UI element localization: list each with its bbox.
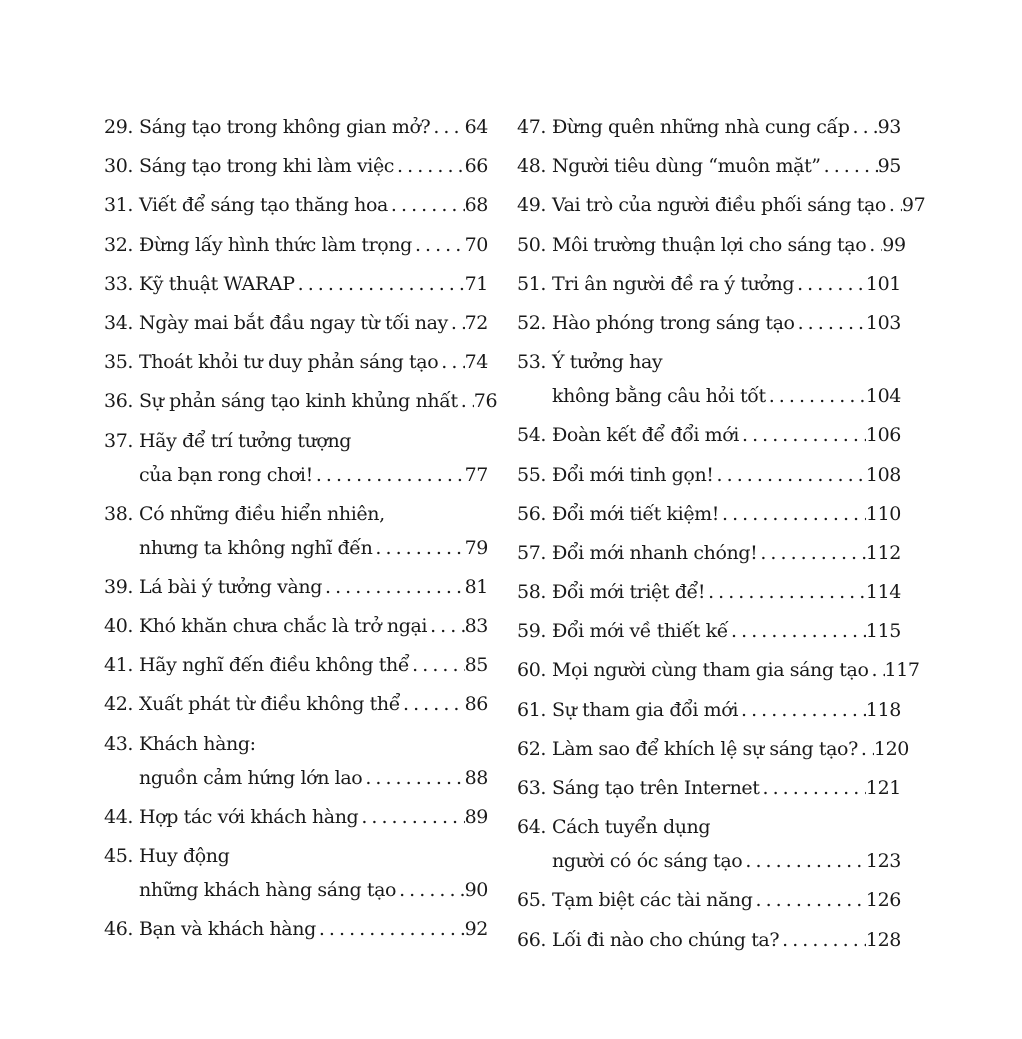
toc-entry-page: 79 (464, 536, 488, 559)
toc-entry-title: những khách hàng sáng tạo (139, 879, 397, 901)
toc-entry-title: Người tiêu dùng “muôn mặt” (552, 155, 821, 178)
toc-entry-title: Môi trường thuận lợi cho sáng tạo (552, 233, 867, 256)
toc-entry-number: 57. (517, 541, 547, 564)
toc-entry-number: 66. (517, 928, 547, 951)
toc-entry-page: 83 (464, 615, 488, 638)
toc-column-right (517, 110, 926, 962)
dot-leader (409, 648, 464, 682)
dot-leader (739, 418, 866, 452)
toc-entry-page: 120 (873, 737, 909, 760)
toc-entry (104, 687, 488, 721)
toc-entry-title: Lối đi nào cho chúng ta? (552, 928, 780, 951)
toc-entry-page: 97 (901, 194, 926, 217)
dot-leader (753, 883, 866, 917)
toc-entry-title: Đừng lấy hình thức làm trọng (139, 233, 412, 256)
toc-entry-number: 36. (104, 390, 134, 413)
toc-entry-page: 114 (865, 581, 901, 604)
toc-entry (517, 418, 901, 452)
toc-entry-title: Cách tuyển dụng (552, 816, 711, 839)
toc-entry (104, 648, 488, 682)
toc-entry-page: 95 (877, 155, 901, 178)
dot-leader (866, 228, 882, 262)
dot-leader (396, 873, 465, 907)
dot-leader (388, 188, 465, 222)
toc-entry-number: 62. (517, 737, 547, 760)
dot-leader (400, 687, 465, 721)
toc-entry-page: 121 (865, 777, 901, 799)
toc-entry (517, 306, 901, 340)
dot-leader (458, 384, 474, 418)
toc-entry-number: 54. (517, 424, 547, 447)
toc-entry (517, 771, 901, 805)
toc-entry-number: 50. (517, 233, 547, 256)
toc-entry-page: 110 (865, 502, 901, 525)
toc-entry (104, 424, 488, 492)
toc-entry-title: Hào phóng trong sáng tạo (552, 311, 795, 334)
toc-entry-number: 33. (104, 272, 134, 295)
dot-leader (316, 912, 465, 946)
dot-leader (779, 923, 866, 957)
toc-entry-number: 48. (517, 155, 547, 178)
toc-entry-page: 128 (865, 928, 901, 951)
toc-entry (104, 306, 488, 340)
toc-entry (104, 345, 488, 379)
toc-entry-page: 99 (882, 233, 906, 256)
toc-entry-title: Khách hàng: (139, 732, 256, 755)
toc-entry (517, 228, 906, 262)
dot-leader (438, 345, 464, 379)
toc-entry-page: 68 (464, 194, 488, 217)
toc-entry-number: 39. (104, 575, 134, 598)
dot-leader (886, 188, 902, 222)
toc-entry-number: 45. (104, 845, 134, 867)
toc-entry-page: 92 (464, 918, 488, 941)
toc-entry (104, 110, 488, 144)
toc-entry-number: 37. (104, 429, 134, 452)
toc-entry-number: 46. (104, 918, 134, 941)
toc-entry-page: 81 (464, 575, 488, 598)
dot-leader (358, 800, 464, 834)
toc-entry-title: Sáng tạo trong không gian mở? (139, 116, 431, 138)
toc-entry-title: nguồn cảm hứng lớn lao (139, 766, 363, 789)
toc-entry-page: 76 (473, 390, 498, 413)
toc-entry (517, 458, 901, 492)
toc-entry-title: người có óc sáng tạo (552, 850, 743, 873)
dot-leader (757, 536, 866, 570)
dot-leader (858, 732, 874, 766)
dot-leader (322, 570, 465, 604)
toc-entry-number: 64. (517, 816, 547, 839)
dot-leader (714, 458, 866, 492)
toc-entry-page: 86 (464, 693, 488, 716)
toc-entry-title: Đừng quên những nhà cung cấp (552, 116, 850, 138)
dot-leader (705, 575, 866, 609)
toc-entry (104, 727, 488, 795)
toc-entry-number: 53. (517, 351, 547, 374)
toc-entry-page: 88 (464, 766, 488, 789)
toc-entry-title: không bằng câu hỏi tốt (552, 385, 766, 408)
toc-entry-page: 77 (464, 463, 488, 486)
toc-entry (104, 149, 488, 183)
toc-entry-page: 115 (865, 620, 901, 643)
toc-entry-number: 42. (104, 693, 134, 716)
toc-entry (517, 149, 901, 183)
toc-entry-title: Mọi người cùng tham gia sáng tạo (552, 659, 869, 682)
toc-entry (104, 609, 488, 643)
toc-entry-title: Đổi mới triệt để! (552, 581, 706, 604)
toc-entry-title: Lá bài ý tưởng vàng (139, 575, 322, 598)
toc-entry-title: Thoát khỏi tư duy phản sáng tạo (139, 351, 439, 374)
dot-leader (795, 306, 866, 340)
toc-entry-title: nhưng ta không nghĩ đến (139, 536, 373, 559)
toc-entry-page: 72 (464, 311, 488, 334)
toc-entry (517, 693, 901, 727)
dot-leader (869, 653, 885, 687)
toc-entry-number: 49. (517, 194, 547, 217)
dot-leader (412, 228, 465, 262)
toc-entry-number: 29. (104, 116, 134, 138)
toc-entry-title: Sáng tạo trong khi làm việc (139, 155, 395, 178)
toc-entry-number: 31. (104, 194, 134, 217)
toc-entry-title: Bạn và khách hàng (139, 918, 316, 941)
dot-leader (372, 531, 464, 565)
toc-entry-title: Hãy để trí tưởng tượng (139, 429, 352, 452)
toc-entry-page: 93 (877, 116, 901, 138)
toc-entry-number: 61. (517, 698, 547, 721)
toc-entry (104, 912, 488, 946)
toc-entry-page: 90 (464, 879, 488, 901)
toc-entry-title: Sáng tạo trên Internet (552, 777, 760, 799)
toc-entry-title: Đổi mới nhanh chóng! (552, 541, 758, 564)
dot-leader (394, 149, 465, 183)
toc-entry (517, 497, 901, 531)
toc-entry (517, 923, 901, 957)
toc-entry (517, 653, 920, 687)
dot-leader (759, 771, 865, 805)
dot-leader (850, 110, 878, 144)
toc-entry (104, 228, 488, 262)
dot-leader (719, 497, 866, 531)
toc-entry-page: 103 (865, 311, 901, 334)
toc-entry-title: Sự phản sáng tạo kinh khủng nhất (139, 390, 458, 413)
toc-entry (517, 188, 926, 222)
toc-column-left (104, 110, 498, 951)
dot-leader (313, 458, 465, 492)
toc-entry-number: 30. (104, 155, 134, 178)
dot-leader (766, 379, 866, 413)
toc-entry-page: 66 (464, 155, 488, 178)
dot-leader (742, 844, 866, 878)
toc-entry-title: Vai trò của người điều phối sáng tạo (552, 194, 886, 217)
dot-leader (738, 693, 866, 727)
toc-entry (517, 110, 901, 144)
dot-leader (362, 761, 464, 795)
toc-entry-title: Làm sao để khích lệ sự sáng tạo? (552, 737, 858, 760)
toc-entry-page: 106 (865, 424, 901, 447)
toc-entry-number: 41. (104, 654, 134, 677)
toc-entry-page: 85 (464, 654, 488, 677)
toc-entry-title: Xuất phát từ điều không thể (139, 693, 400, 716)
toc-entry (517, 536, 901, 570)
toc-entry-number: 47. (517, 116, 547, 138)
toc-entry-title: Hợp tác với khách hàng (139, 805, 359, 828)
toc-entry-page: 123 (865, 850, 901, 873)
toc-entry-title: Đổi mới về thiết kế (552, 620, 729, 643)
toc-entry-title: Đoàn kết để đổi mới (552, 424, 739, 447)
toc-entry-number: 52. (517, 311, 547, 334)
toc-entry (517, 575, 901, 609)
toc-entry-page: 70 (464, 233, 488, 256)
toc-entry (517, 267, 901, 301)
toc-entry-page: 112 (865, 541, 901, 564)
toc-entry-number: 59. (517, 620, 547, 643)
dot-leader (295, 267, 465, 301)
toc-entry-title: Tạm biệt các tài năng (552, 889, 753, 912)
toc-entry (104, 188, 488, 222)
toc-entry-title: Đổi mới tiết kiệm! (552, 502, 720, 525)
dot-leader (728, 614, 866, 648)
dot-leader (430, 110, 464, 144)
toc-entry-number: 58. (517, 581, 547, 604)
toc-entry (104, 570, 488, 604)
toc-entry-title: Sự tham gia đổi mới (552, 698, 738, 721)
toc-entry (104, 384, 498, 418)
dot-leader (448, 306, 465, 340)
toc-entry-number: 51. (517, 272, 547, 295)
toc-entry-title: Có những điều hiển nhiên, (139, 502, 385, 525)
toc-entry-page: 64 (464, 116, 488, 138)
toc-entry-title: của bạn rong chơi! (139, 463, 313, 486)
toc-entry-page: 108 (865, 463, 901, 486)
toc-entry-number: 60. (517, 659, 547, 682)
toc-entry-number: 63. (517, 777, 547, 799)
dot-leader (821, 149, 878, 183)
toc-entry (517, 345, 901, 413)
toc-entry (104, 497, 488, 565)
toc-entry-title: Huy động (139, 845, 230, 867)
toc-entry (517, 883, 901, 917)
toc-entry (104, 800, 488, 834)
toc-entry-page: 101 (865, 272, 901, 295)
toc-entry-page: 117 (884, 659, 920, 682)
toc-entry (517, 614, 901, 648)
toc-entry (104, 267, 488, 301)
toc-entry-number: 38. (104, 502, 134, 525)
toc-entry-title: Đổi mới tinh gọn! (552, 463, 714, 486)
toc-entry-page: 104 (865, 385, 901, 408)
toc-entry-page: 74 (464, 351, 488, 374)
toc-entry-title: Ngày mai bắt đầu ngay từ tối nay (139, 311, 448, 334)
dot-leader (794, 267, 866, 301)
toc-entry-number: 40. (104, 615, 134, 638)
toc-entry-number: 32. (104, 233, 134, 256)
toc-entry-page: 118 (865, 698, 901, 721)
toc-entry-title: Kỹ thuật WARAP (139, 272, 295, 295)
toc-entry-page: 89 (464, 805, 488, 828)
dot-leader (427, 609, 465, 643)
toc-entry-page: 126 (865, 889, 901, 912)
toc-entry-number: 65. (517, 889, 547, 912)
toc-entry-number: 44. (104, 805, 134, 828)
toc-entry-title: Ý tưởng hay (552, 351, 663, 374)
toc-entry (517, 810, 901, 878)
toc-entry-number: 34. (104, 311, 134, 334)
toc-entry-page: 71 (464, 272, 488, 295)
toc-entry-title: Hãy nghĩ đến điều không thể (139, 654, 410, 677)
toc-entry-title: Khó khăn chưa chắc là trở ngại (139, 615, 428, 638)
toc-entry-title: Viết để sáng tạo thăng hoa (139, 194, 388, 217)
toc-entry-title: Tri ân người đề ra ý tưởng (552, 272, 795, 295)
toc-entry-number: 35. (104, 351, 134, 374)
toc-entry (104, 839, 488, 907)
toc-entry-number: 43. (104, 732, 134, 755)
toc-entry-number: 56. (517, 502, 547, 525)
toc-entry (517, 732, 909, 766)
toc-entry-number: 55. (517, 463, 547, 486)
